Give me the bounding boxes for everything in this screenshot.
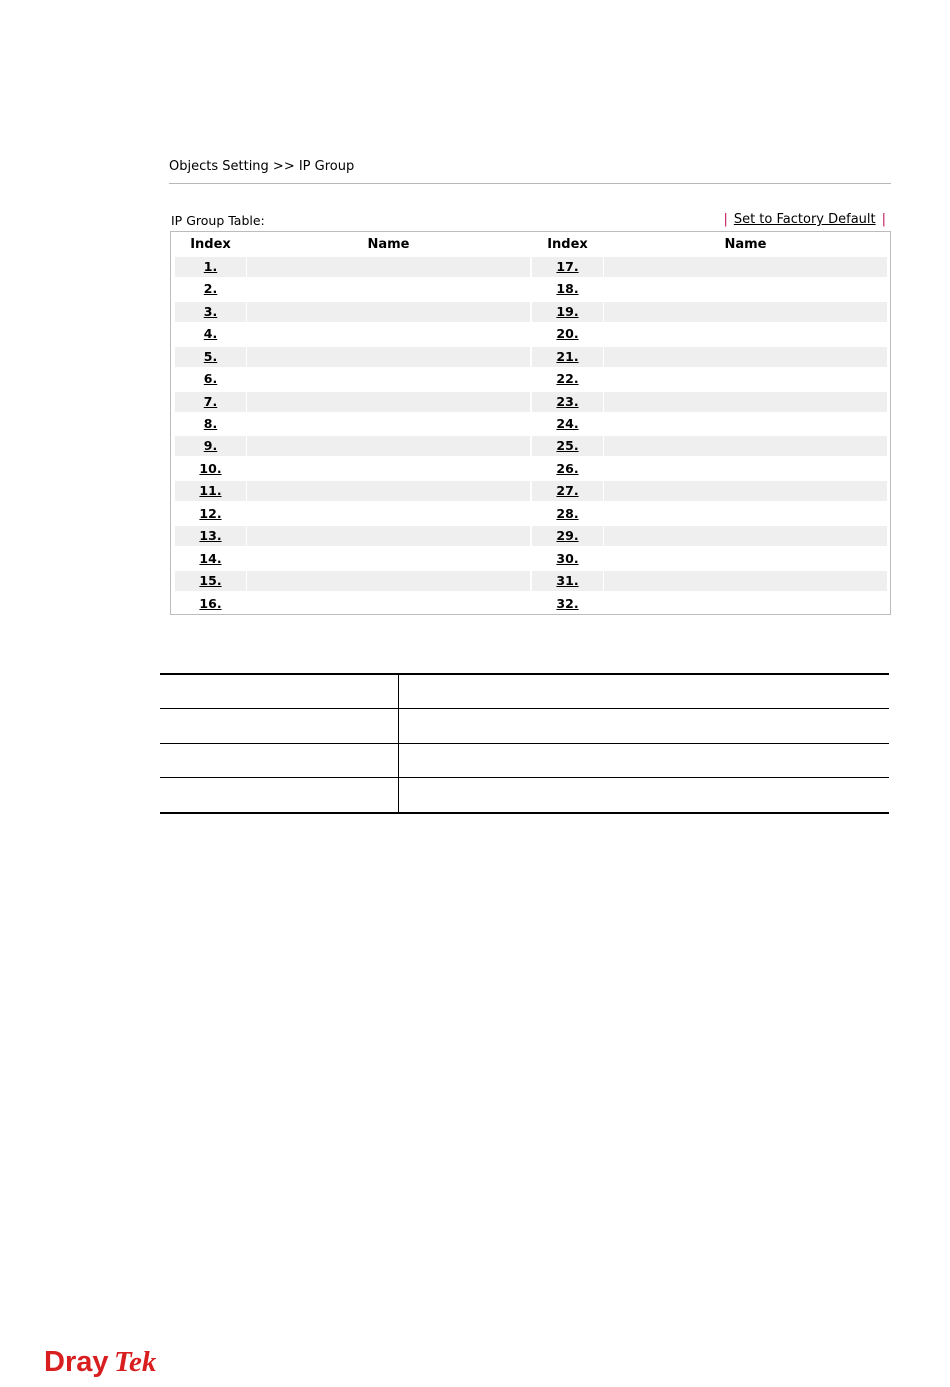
profile-index-link[interactable]: 14. xyxy=(199,551,222,566)
index-cell xyxy=(532,302,603,322)
name-cell xyxy=(604,459,887,479)
index-cell xyxy=(175,392,246,412)
table-row xyxy=(175,302,887,322)
index-cell xyxy=(532,504,603,524)
index-cell xyxy=(175,302,246,322)
index-cell xyxy=(175,571,246,591)
index-cell xyxy=(175,279,246,299)
name-cell xyxy=(247,594,530,614)
name-cell xyxy=(247,549,530,569)
profile-index-link[interactable]: 19. xyxy=(556,304,579,319)
table-column-rule xyxy=(398,673,399,813)
name-cell xyxy=(247,504,530,524)
table-row xyxy=(175,481,887,501)
name-cell xyxy=(604,369,887,389)
index-cell xyxy=(175,257,246,277)
index-cell xyxy=(175,594,246,614)
name-cell xyxy=(604,481,887,501)
draytek-logo xyxy=(44,1342,174,1382)
profile-index-link[interactable]: 27. xyxy=(556,483,579,498)
profile-index-link[interactable]: 1. xyxy=(203,259,218,274)
name-cell xyxy=(247,571,530,591)
index-cell xyxy=(532,347,603,367)
name-cell xyxy=(247,392,530,412)
table-caption: IP Group Table: xyxy=(171,213,265,228)
index-cell xyxy=(175,436,246,456)
separator-pipe: | xyxy=(723,212,728,227)
table-row-rule xyxy=(160,777,889,778)
profile-index-link[interactable]: 21. xyxy=(556,349,579,364)
profile-index-link[interactable]: 5. xyxy=(203,349,218,364)
profile-index-link[interactable]: 12. xyxy=(199,506,222,521)
table-row-rule xyxy=(160,708,889,709)
index-cell xyxy=(532,392,603,412)
profile-index-link[interactable]: 32. xyxy=(556,596,579,611)
name-cell xyxy=(247,302,530,322)
index-cell xyxy=(532,481,603,501)
profile-index-link[interactable]: 8. xyxy=(203,416,218,431)
name-cell xyxy=(247,279,530,299)
index-cell xyxy=(175,526,246,546)
profile-index-link[interactable]: 31. xyxy=(556,573,579,588)
table-row xyxy=(175,279,887,299)
table-row xyxy=(175,436,887,456)
index-cell xyxy=(532,549,603,569)
name-cell xyxy=(604,324,887,344)
name-cell xyxy=(604,571,887,591)
profile-index-link[interactable]: 2. xyxy=(203,281,218,296)
name-cell xyxy=(247,414,530,434)
index-cell xyxy=(175,414,246,434)
name-cell xyxy=(604,594,887,614)
name-cell xyxy=(247,324,530,344)
name-cell xyxy=(247,481,530,501)
profile-index-link[interactable]: 15. xyxy=(199,573,222,588)
index-cell xyxy=(532,571,603,591)
logo-text-tek: Tek xyxy=(114,1346,157,1378)
name-cell xyxy=(247,369,530,389)
index-cell xyxy=(532,459,603,479)
name-cell xyxy=(604,549,887,569)
table-row xyxy=(175,324,887,344)
factory-default-link-group xyxy=(717,212,886,227)
name-cell xyxy=(604,504,887,524)
separator-pipe: | xyxy=(881,212,886,227)
profile-index-link[interactable]: 18. xyxy=(556,281,579,296)
table-row-rule xyxy=(160,743,889,744)
ip-group-table xyxy=(170,231,891,615)
profile-index-link[interactable]: 6. xyxy=(203,371,218,386)
index-cell xyxy=(532,257,603,277)
header-index-right: Index xyxy=(547,237,588,252)
name-cell xyxy=(604,257,887,277)
table-row xyxy=(175,392,887,412)
name-cell xyxy=(604,436,887,456)
profile-index-link[interactable]: 16. xyxy=(199,596,222,611)
table-row xyxy=(175,504,887,524)
name-cell xyxy=(604,302,887,322)
profile-index-link[interactable]: 13. xyxy=(199,528,222,543)
table-row xyxy=(175,369,887,389)
table-row xyxy=(175,549,887,569)
profile-index-link[interactable]: 11. xyxy=(199,483,222,498)
header-index-left: Index xyxy=(190,237,231,252)
profile-index-link[interactable]: 30. xyxy=(556,551,579,566)
table-row xyxy=(175,414,887,434)
breadcrumb-divider xyxy=(169,183,891,184)
table-row xyxy=(175,571,887,591)
profile-index-link[interactable]: 20. xyxy=(556,326,579,341)
name-cell xyxy=(604,392,887,412)
index-cell xyxy=(532,594,603,614)
table-row xyxy=(175,347,887,367)
table-row xyxy=(175,526,887,546)
name-cell xyxy=(604,279,887,299)
table-top-rule xyxy=(160,673,889,675)
index-cell xyxy=(532,526,603,546)
profile-index-link[interactable]: 26. xyxy=(556,461,579,476)
table-bottom-rule xyxy=(160,812,889,814)
name-cell xyxy=(604,414,887,434)
name-cell xyxy=(604,526,887,546)
profile-index-link[interactable]: 10. xyxy=(199,461,222,476)
name-cell xyxy=(247,526,530,546)
index-cell xyxy=(175,481,246,501)
name-cell xyxy=(247,347,530,367)
index-cell xyxy=(175,549,246,569)
name-cell xyxy=(604,347,887,367)
logo-text-dray: Dray xyxy=(44,1346,109,1378)
index-cell xyxy=(532,279,603,299)
index-cell xyxy=(532,414,603,434)
index-cell xyxy=(175,324,246,344)
profile-index-link[interactable]: 29. xyxy=(556,528,579,543)
profile-index-link[interactable]: 25. xyxy=(556,438,579,453)
profile-index-link[interactable]: 3. xyxy=(203,304,218,319)
profile-index-link[interactable]: 17. xyxy=(556,259,579,274)
index-cell xyxy=(175,504,246,524)
breadcrumb: Objects Setting >> IP Group xyxy=(169,159,355,174)
index-cell xyxy=(175,347,246,367)
header-name-left: Name xyxy=(367,237,410,252)
index-cell xyxy=(532,436,603,456)
index-cell xyxy=(532,324,603,344)
index-cell xyxy=(175,369,246,389)
header-name-right: Name xyxy=(724,237,767,252)
table-row xyxy=(175,594,887,614)
set-factory-default-link[interactable]: Set to Factory Default xyxy=(733,212,876,227)
profile-index-link[interactable]: 28. xyxy=(556,506,579,521)
profile-index-link[interactable]: 23. xyxy=(556,394,579,409)
table-row xyxy=(175,459,887,479)
name-cell xyxy=(247,257,530,277)
profile-index-link[interactable]: 7. xyxy=(203,394,218,409)
profile-index-link[interactable]: 4. xyxy=(203,326,218,341)
profile-index-link[interactable]: 22. xyxy=(556,371,579,386)
table-row xyxy=(175,257,887,277)
name-cell xyxy=(247,459,530,479)
name-cell xyxy=(247,436,530,456)
index-cell xyxy=(532,369,603,389)
index-cell xyxy=(175,459,246,479)
profile-index-link[interactable]: 24. xyxy=(556,416,579,431)
profile-index-link[interactable]: 9. xyxy=(203,438,218,453)
